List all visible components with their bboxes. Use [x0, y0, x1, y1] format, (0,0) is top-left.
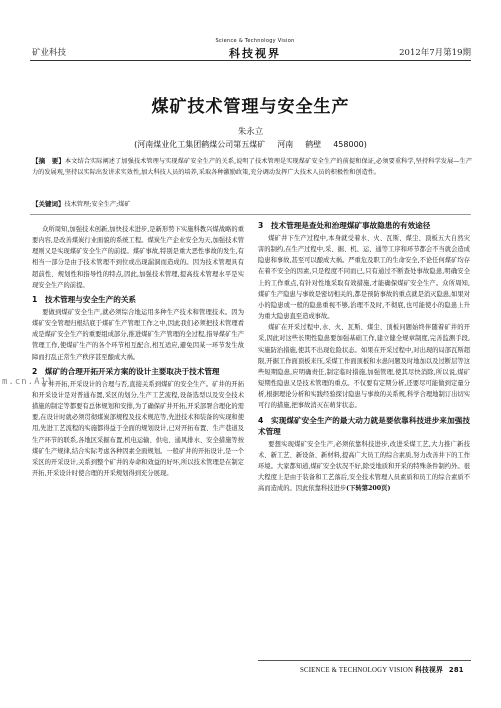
- journal-name-cn: 科技视界: [229, 47, 281, 60]
- section-4-text: [258, 439, 470, 495]
- section-3-paragraph-1: 煤矿井下生产过程中,本身就受着水、火、瓦斯、煤尘、顶板五大自然灾害的制约,在生产过程中,采、掘、机、运、通等工序和环节都会不当就会造成隐患和事故,甚至可以酿成大祸。严重危及职工的生命安全,不论任何煤矿均存在着不安全的因素,只是程度不同而已,只有通过不断查处事故隐患,明确安全上的工作重点,有针对性地采取有效措施,才能确保煤矿安全生产。众所周知,煤矿生产隐患与事故是密切相关的,都是预防事故的重点就是消灭隐患,如果对小的隐患或一般的隐患重视不够,治理不及时,不彻底,也可能使小的隐患上升为重大隐患直至造成事故。: [258, 235, 470, 321]
- author-name: 朱永立: [237, 127, 264, 137]
- section-1-text: 要做到煤矿安全生产,就必须综合地运用多种生产技术和管理技术。因为煤矿安全管理归根结底于煤矿生产管理工作之中,因此我们必须把技术管理看成是煤矿安全生产的重要组成部分,推进煤矿生产管理的全过程,指导煤矿生产管理工作,使煤矿生产的各个环节相互配合,相互适应,避免因某一环节发生故障而打乱正常生产秩序甚至酿成大祸。: [32, 308, 244, 361]
- abstract-text: 本文结合实际阐述了加强技术管理与实现煤矿安全生产的关系,说明了技术管理是实现煤矿安全生产的前提和保证,必须要重科学,坚持科学发展—生产力的发展观,坚持以实际出发讲求实效性,加大科技人员的培养,采取各种激励政策,充分调动发挥广大技术人员的积极性和创造性。: [32, 158, 473, 176]
- journal-masthead: [200, 38, 310, 61]
- header-rule: [30, 60, 471, 61]
- scan-watermark: m.cn.A11: [2, 377, 54, 387]
- section-1-heading: 1 技术管理与安全生产的关系: [32, 294, 137, 304]
- affiliation-province: 河南: [277, 140, 294, 149]
- journal-name-en: Science & Technology Vision: [215, 38, 295, 44]
- author-affiliation: [0, 139, 501, 150]
- section-3-heading: 3 技术管理是查处和治理煤矿事故隐患的有效途径: [258, 221, 431, 230]
- page-number: 281: [448, 666, 464, 674]
- right-column: [258, 217, 470, 494]
- affiliation-postcode: 458000): [333, 140, 367, 149]
- keywords-text: 技术管理;安全生产;煤矿: [64, 201, 131, 208]
- footer-journal-cn: 科技视界: [415, 666, 443, 674]
- footer-rule: [258, 660, 471, 661]
- header-section-label: 矿业科技: [32, 48, 67, 58]
- issue-date: 2012年7月第19期: [399, 48, 471, 58]
- section-4-body: 要想实现煤矿安全生产,必须依靠科技进步,改进采煤工艺,大力推广新技术、新工艺、新设备、新材料,提高广大员工的综合素质,努力改善井下的工作环境。大家都知道,煤矿安全状况不好,除受地质和开采的特殊条件制约外。很大程度上是由于装备和工艺落后,安全技术管理人员素质和员工的综合素质不高而造成的。因此依靠科技进步: [258, 440, 470, 493]
- article-title: 煤矿技术管理与安全生产: [151, 97, 350, 117]
- footer-journal-en: SCIENCE & TECHNOLOGY VISION: [300, 667, 414, 674]
- abstract-divider: [30, 214, 471, 215]
- section-4-heading: 4 实现煤矿安全生产的最大动力就是要依靠科技进步来加强技术管理: [258, 415, 470, 436]
- intro-paragraph: 众所周知,加强技术创新,加快技术进步,是新形势下实施科教兴煤战略的重要内容,是改善煤炭行业面貌的系统工程。煤炭生产企业安全为天,加强技术管理则又是实现煤矿安全生产的前提。煤矿事故,特别是重大恶性事故的发生,有相当一部分是由于技术管理不到位或出现漏洞而造成的。因为技术管理具有超前性、规划性和指导性的特点,因此,加强技术管理,提高技术管理水平是实现安全生产的前提。: [32, 226, 244, 289]
- continued-note: (下转第200页): [346, 485, 391, 493]
- affiliation-city: 鹤壁: [305, 140, 322, 149]
- keywords: [32, 199, 472, 210]
- abstract: [32, 156, 472, 178]
- affiliation-unit: (河南煤业化工集团鹤煤公司第五煤矿: [134, 140, 266, 149]
- left-column: [32, 224, 244, 479]
- keywords-label: 【关键词】: [32, 200, 65, 208]
- page-footer: [300, 664, 464, 674]
- section-2-heading: 2 煤矿的合理开拓开采方案的设计主要取决于技术管理: [32, 366, 220, 376]
- abstract-label: 【摘 要】: [32, 157, 65, 165]
- section-3-paragraph-2: 煤矿在开采过程中,水、火、瓦斯、煤尘、顶板问题始终伴随着矿井的开采,因此对这些长期性隐患要加强基础工作,建立健全规章制度,完善监测手段,实施防治措施,使其不出现危险状态。如果在开采过程中,对出现的局部瓦斯超限,开掘工作面顶板来压,采煤工作面顶板和水患问题及时地加以及过断层等这些短期隐患,应明确责任,制定临时措施,加强管理,使其尽快消除,所以说,煤矿短期性隐患又是技术管理的重点。不仅要有定期分析,还要尽可能做到定量分析,根据理论分析和实践经验探讨隐患与事故的关系规,科学合理地制订出切实可行的措施,把事故消灭在萌芽状态。: [258, 324, 470, 410]
- section-2-text: 矿井开拓,开采设计的合理与否,直接关系到煤矿的安全生产。矿井的开拓和开采设计是对普通布置,采区的划分,生产工艺流程,设备选型以及安全技术措施的制定等都要有总体规划和安排,为了确保矿井开拓,开采部署合理化的需要,在设计时就必须贯彻煤炭部规程及技术规范等,先进技术和装备的实现和使用,先进工艺流程的实施都得益于全面的规划设计,已对开拓布置、生产巷道及生产环节的联系,各地区采掘布置,机电运输、供电、通风排水、安全措施等按煤矿生产规律,结合实际考虑各种因素全面规划。一般矿井的开拓设计,是一个采区的开采设计,关系到整个矿井的寿命和效益的好坏,所以技术管理是在制定开拓,开采设计时使合理的开采规划得到充分展现。: [32, 380, 244, 477]
